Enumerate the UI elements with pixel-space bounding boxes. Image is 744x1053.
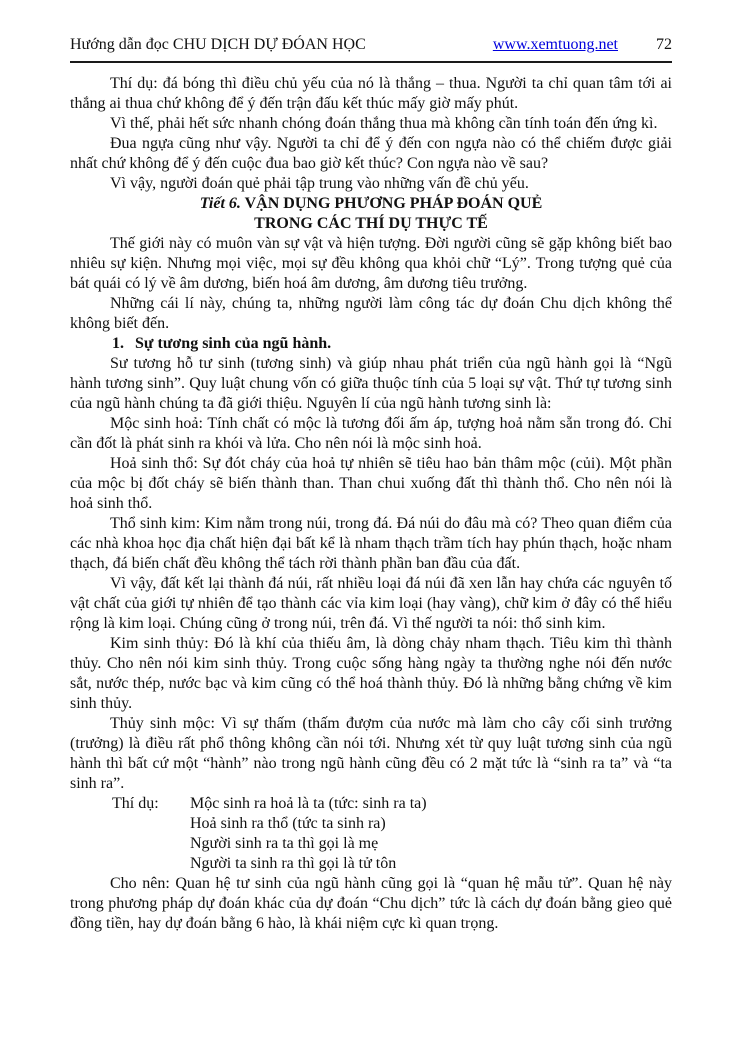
example-item: Người sinh ra ta thì gọi là mẹ xyxy=(190,835,379,852)
example-item: Mộc sinh ra hoả là ta (tức: sinh ra ta) xyxy=(190,795,427,812)
page-header xyxy=(70,36,672,54)
paragraph: Những cái lí này, chúng ta, những người làm công tác dự đoán Chu dịch không thể không biết đến. xyxy=(70,295,672,332)
page-body xyxy=(70,74,672,934)
paragraph: Kim sinh thủy: Đó là khí của thiếu âm, là dòng chảy nham thạch. Tiêu kim thì thành thủy. Cho nên nói kim sinh thủy. Trong cuộc sống hàng ngày ta thường nghe nói đến nước sắt, nước thép, nước bạc và kim cũng có thể hoá thành thủy. Đó là những bằng chứng về kim sinh thủy. xyxy=(70,635,672,712)
page-number: 72 xyxy=(656,36,672,53)
paragraph: Đua ngựa cũng như vậy. Người ta chỉ để ý đến con ngựa nào có thể chiếm được giải nhất chứ không để ý đến cuộc đua bao giờ kết thúc? Con ngựa nào về sau? xyxy=(70,135,672,172)
example-item: Hoả sinh ra thổ (tức ta sinh ra) xyxy=(190,815,386,832)
section-heading-title: VẬN DỤNG PHƯƠNG PHÁP ĐOÁN QUẺ xyxy=(244,195,543,212)
subsection-number: 1. xyxy=(112,335,124,352)
paragraph: Sư tương hỗ tư sinh (tương sinh) và giúp nhau phát triển của ngũ hành gọi là “Ngũ hành tương sinh”. Quy luật chung vốn có giữa thuộc tính của 5 loại sự vật. Thứ tự tương sinh của ngũ hành chúng ta đã giới thiệu. Nguyên lí của ngũ hành tương sinh là: xyxy=(70,355,672,412)
paragraph: Mộc sinh hoả: Tính chất có mộc là tương đối ấm áp, tượng hoả nằm sẵn trong đó. Chỉ cần đốt là phát sinh ra khói và lửa. Cho nên nói là mộc sinh hoả. xyxy=(70,415,672,452)
paragraph: Vì vậy, đất kết lại thành đá núi, rất nhiều loại đá núi đã xen lẫn hay chứa các nguyên tố vật chất của giới tự nhiên để tạo thành các vỉa kim loại (hay vàng), chữ kim ở đây có thể hiểu rộng là kim loại. Chúng cũng ở trong núi, trên đá. Vì thế người ta nói: thổ sinh kim. xyxy=(70,575,672,632)
section-heading-subtitle: TRONG CÁC THÍ DỤ THỰC TẾ xyxy=(254,215,488,232)
section-heading xyxy=(70,194,672,214)
paragraph: Thế giới này có muôn vàn sự vật và hiện tượng. Đời người cũng sẽ gặp không biết bao nhiêu sự kiện. Nhưng mọi việc, mọi sự đều không qua khỏi chữ “Lý”. Trong tượng quẻ của bát quái có lý về âm dương, biến hoá âm dương, âm dương tiêu trưởng. xyxy=(70,235,672,292)
header-right-group xyxy=(493,36,672,54)
paragraph: Thủy sinh mộc: Vì sự thấm (thấm đượm của nước mà làm cho cây cối sinh trưởng (trưởng) là điều rất phổ thông không cần nói tới. Nhưng xét từ quy luật tương sinh của ngũ hành thì bất cứ một “hành” nào trong ngũ hành cũng đều có 2 mặt tức là “sinh ra ta” và “ta sinh ra”. xyxy=(70,715,672,792)
paragraph: Hoả sinh thổ: Sự đót cháy của hoả tự nhiên sẽ tiêu hao bản thâm mộc (củi). Một phần của mộc bị đốt cháy sẽ biến thành than. Than chui xuống đất thì thành thổ. Cho nên nói là hoả sinh thổ. xyxy=(70,455,672,512)
paragraph: Cho nên: Quan hệ tư sinh của ngũ hành cũng gọi là “quan hệ mẫu tử”. Quan hệ này trong phương pháp dự đoán khác của dự đoán “Chu dịch” tức là cách dự đoán bằng gieo quẻ đồng tiền, hay dự đoán bằng 6 hào, là khái niệm cực kì quan trọng. xyxy=(70,875,672,932)
example-items xyxy=(190,794,672,874)
paragraph: Vì vậy, người đoán quẻ phải tập trung vào những vấn đề chủ yếu. xyxy=(110,175,529,192)
header-divider xyxy=(70,61,672,63)
subsection-title: Sự tương sinh của ngũ hành. xyxy=(135,335,332,352)
example-block xyxy=(70,794,672,874)
section-heading-label: Tiết 6. xyxy=(199,195,241,212)
example-label: Thí dụ: xyxy=(112,795,159,812)
paragraph: Vì thế, phải hết sức nhanh chóng đoán thắng thua mà không cần tính toán đến ứng kì. xyxy=(110,115,658,132)
paragraph: Thổ sinh kim: Kim nằm trong núi, trong đá. Đá núi do đâu mà có? Theo quan điểm của các nhà khoa học địa chất hiện đại bất kể là nham thạch trầm tích hay phún thạch, hoặc nham thạch, đá biến chất đều không thể tách rời thành phần ban đầu của đất. xyxy=(70,515,672,572)
header-title: Hướng dẫn đọc CHU DỊCH DỰ ĐÓAN HỌC xyxy=(70,36,366,53)
example-item: Người ta sinh ra thì gọi là tử tôn xyxy=(190,855,397,872)
subsection-heading xyxy=(70,334,672,354)
website-link[interactable]: www.xemtuong.net xyxy=(492,36,618,53)
paragraph: Thí dụ: đá bóng thì điều chủ yếu của nó là thắng – thua. Người ta chỉ quan tâm tới ai thắng ai thua chứ không để ý đến trận đấu kết thúc mấy giờ mấy phút. xyxy=(70,75,672,112)
